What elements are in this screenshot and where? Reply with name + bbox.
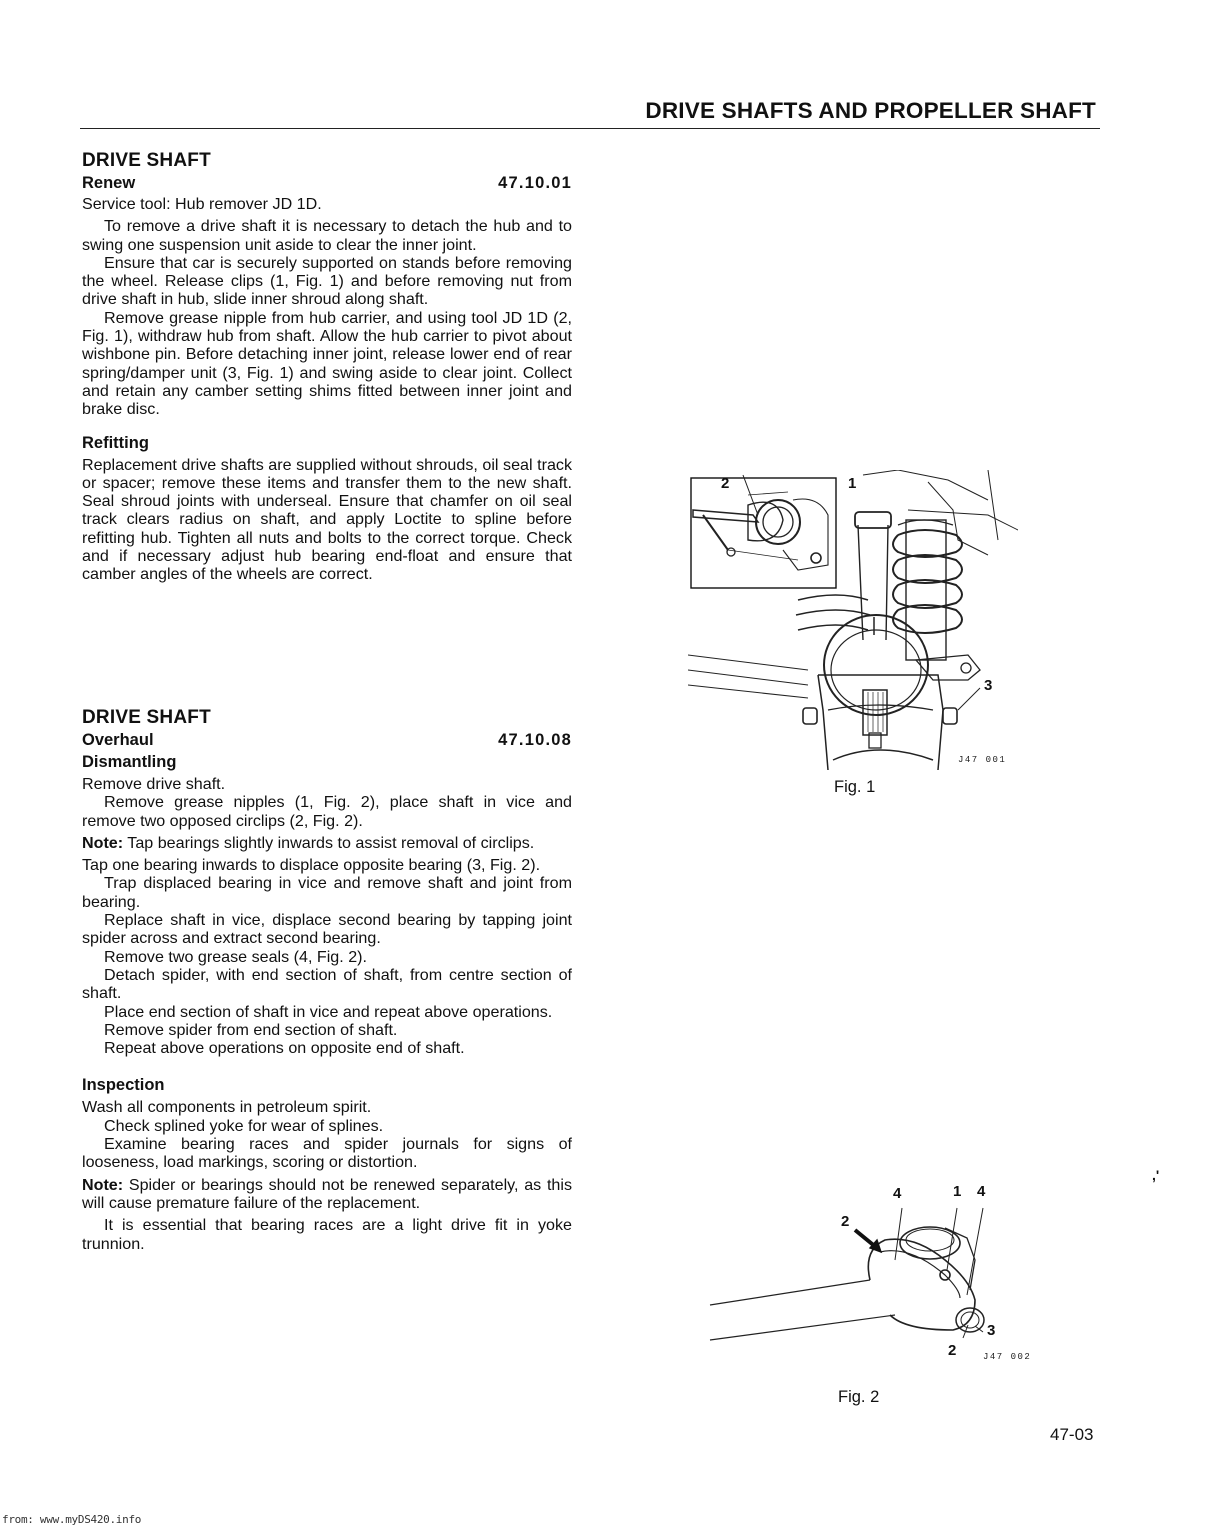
figure-2-callout-4-right: 4 bbox=[977, 1183, 986, 1200]
figure-1-callout-3: 3 bbox=[984, 677, 993, 694]
figure-2-caption: Fig. 2 bbox=[838, 1388, 880, 1406]
figure-1-callout-2: 2 bbox=[721, 475, 730, 492]
paragraph: Wash all components in petroleum spirit. bbox=[82, 1098, 372, 1117]
paragraph: Trap displaced bearing in vice and remove shaft and joint from bearing. bbox=[82, 874, 572, 911]
paragraph: Remove grease nipples (1, Fig. 2), place shaft in vice and remove two opposed circlips (2, Fig. 2). bbox=[82, 793, 572, 830]
note-paragraph bbox=[82, 1176, 572, 1213]
paragraph: To remove a drive shaft it is necessary to detach the hub and to swing one suspension unit aside to clear the inner joint. bbox=[82, 217, 572, 254]
figure-2-callout-2-arrow: 2 bbox=[841, 1213, 850, 1230]
header-rule bbox=[80, 128, 1100, 129]
paragraph: Detach spider, with end section of shaft, from centre section of shaft. bbox=[82, 965, 572, 1003]
refitting-text: Replacement drive shafts are supplied without shrouds, oil seal track or spacer; remove these items and transfer them to the new shaft. Seal shroud joints with underseal. Ensure that chamfer on oil seal track clears radius on shaft, and apply Loctite to spline before refitting hub. Tighten all nuts and bolts to the correct torque. Check and if necessary adjust hub bearing end-float and ensure that camber angles of the wheels are correct. bbox=[82, 455, 572, 584]
figure-2-code: J47 002 bbox=[983, 1352, 1032, 1362]
section-drive-shaft-overhaul bbox=[82, 707, 572, 1253]
page-number: 47-03 bbox=[1050, 1425, 1094, 1444]
figure-1-caption: Fig. 1 bbox=[834, 778, 876, 796]
paragraph: Repeat above operations on opposite end of shaft. bbox=[104, 1039, 465, 1058]
note-label: Note: bbox=[82, 833, 124, 852]
operation-code: 47.10.01 bbox=[498, 174, 572, 192]
paragraph: Place end section of shaft in vice and repeat above operations. bbox=[104, 1002, 553, 1021]
source-watermark: from: www.myDS420.info bbox=[2, 1513, 142, 1526]
figure-2-callout-3: 3 bbox=[987, 1322, 996, 1339]
paragraph: Tap one bearing inwards to displace opposite bearing (3, Fig. 2). bbox=[82, 856, 541, 875]
note-paragraph bbox=[82, 834, 572, 852]
paragraph: Examine bearing races and spider journals for signs of looseness, load markings, scoring or distortion. bbox=[82, 1135, 572, 1172]
figure-2-callout-2-circlip: 2 bbox=[948, 1342, 957, 1359]
paragraph: Remove drive shaft. bbox=[82, 775, 226, 793]
section-title: DRIVE SHAFT bbox=[82, 150, 211, 171]
operation-heading bbox=[82, 729, 572, 751]
scan-speck: ,' bbox=[1152, 1167, 1160, 1183]
page-header-title: DRIVE SHAFTS AND PROPELLER SHAFT bbox=[645, 98, 1096, 123]
figure-2-callout-4-left: 4 bbox=[893, 1185, 902, 1202]
figure-2-callout-1: 1 bbox=[953, 1183, 962, 1200]
service-tool-text: Service tool: Hub remover JD 1D. bbox=[82, 195, 322, 213]
paragraph: Remove two grease seals (4, Fig. 2). bbox=[104, 947, 367, 966]
section-drive-shaft-renew bbox=[82, 150, 572, 584]
paragraph: Remove grease nipple from hub carrier, and using tool JD 1D (2, Fig. 1), withdraw hub from shaft. Allow the hub carrier to pivot about wishbone pin. Before detaching inner joint, release lower end of rear spring/damper unit (3, Fig. 1) and swing aside to clear joint. Collect and retain any camber setting shims fitted between inner joint and brake disc. bbox=[82, 308, 572, 419]
figure-1-hub-removal-illustration bbox=[688, 470, 1018, 770]
figure-1-drawing bbox=[688, 470, 1018, 770]
figure-1-callout-1: 1 bbox=[848, 475, 857, 492]
note-text: Tap bearings slightly inwards to assist removal of circlips. bbox=[123, 833, 535, 852]
dismantling-heading: Dismantling bbox=[82, 753, 177, 771]
operation-code: 47.10.08 bbox=[498, 731, 572, 749]
paragraph: Remove spider from end section of shaft. bbox=[104, 1020, 398, 1039]
operation-heading bbox=[82, 172, 572, 194]
operation-name: Renew bbox=[82, 174, 136, 192]
paragraph: It is essential that bearing races are a light drive fit in yoke trunnion. bbox=[82, 1216, 572, 1253]
refitting-heading: Refitting bbox=[82, 433, 149, 452]
inspection-heading: Inspection bbox=[82, 1076, 165, 1095]
paragraph: Ensure that car is securely supported on stands before removing the wheel. Release clips (1, Fig. 1) and before removing nut from drive shaft in hub, slide inner shroud along shaft. bbox=[82, 253, 572, 309]
section-title: DRIVE SHAFT bbox=[82, 707, 211, 728]
figure-1-code: J47 001 bbox=[958, 755, 1007, 765]
figure-2-universal-joint-illustration bbox=[705, 1180, 1035, 1365]
note-text: Spider or bearings should not be renewed separately, as this will cause premature failure of the replacement. bbox=[82, 1175, 572, 1212]
figure-2-drawing bbox=[705, 1180, 1035, 1365]
operation-name: Overhaul bbox=[82, 731, 154, 749]
paragraph: Replace shaft in vice, displace second bearing by tapping joint spider across and extract second bearing. bbox=[82, 911, 572, 948]
note-label: Note: bbox=[82, 1175, 124, 1194]
paragraph: Check splined yoke for wear of splines. bbox=[104, 1116, 384, 1135]
